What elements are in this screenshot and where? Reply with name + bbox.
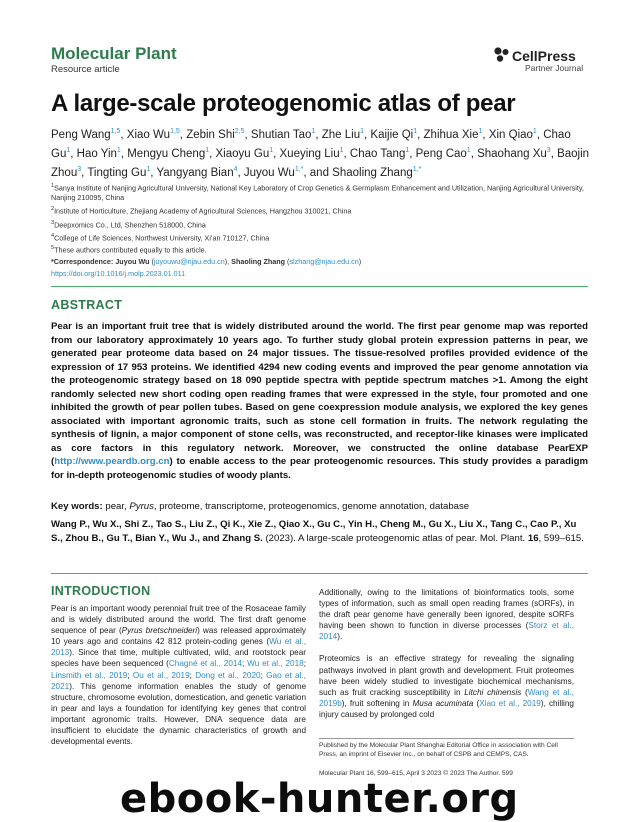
divider — [319, 738, 574, 739]
reference-link[interactable]: Wu et al., 2013 — [51, 637, 307, 658]
author-affiliation-sup: 1 — [205, 147, 210, 155]
citation-volume: 16 — [527, 532, 539, 544]
species-name: Musa acuminata — [412, 698, 474, 708]
author-affiliation-sup: 1 — [413, 128, 418, 135]
abstract-body — [51, 320, 588, 482]
intro-column-2 — [319, 587, 574, 720]
intro-text: ). Since that time, multiple cultivated, wild, and rootstock pear species have been sequenced ( — [51, 648, 306, 669]
correspondence-name-1: Juyou Wu — [115, 257, 150, 266]
page-footer: Molecular Plant 16, 599–615, April 3 2023 © 2023 The Author. 599 — [319, 770, 513, 777]
cellpress-logo — [493, 46, 584, 73]
doi-link[interactable]: https://doi.org/10.1016/j.molp.2023.01.011 — [51, 269, 186, 278]
intro-text: ). — [337, 632, 343, 642]
abstract-text-end: ) to enable access to the pear proteogenomic resources. This study provides a paradigm for in-depth proteogenomic studies of woody plants. — [51, 456, 588, 481]
email-link-1[interactable]: juyouwu@njau.edu.cn — [153, 257, 225, 266]
database-link[interactable]: http://www.peardb.org.cn — [54, 456, 170, 467]
citation — [51, 518, 588, 545]
intro-text: ), fruit softening in — [341, 698, 413, 708]
intro-text: ). This genome information enables the study of genome structure, chromosome evolution, domestication, and genetic variation in pear and lays a foundation for identifying key genes that control important agronomic traits. However, DNA sequence data are insufficient to elucidate the dynamic characteristics of growth and developmental events. — [51, 681, 306, 747]
correspondence-label: *Correspondence: — [51, 257, 114, 266]
affiliation-text: College of Life Sciences, Northwest University, Xi’an 710127, China — [54, 233, 270, 243]
affiliation-text: Deepxomics Co., Ltd, Shenzhen 518000, China — [54, 220, 206, 230]
reference-link[interactable]: Wang et al., 2019b — [319, 687, 574, 708]
keywords-before: pear, — [105, 501, 127, 512]
reference-link[interactable]: Xiao et al., 2019 — [479, 698, 541, 708]
reference-link[interactable]: Chagné et al., 2014 — [168, 659, 243, 669]
author-name: Hao Yin — [76, 148, 117, 161]
intro-text: Additionally, owing to the limitations of bioinformatics tools, some types of information, such as small open reading frames (sORFs), in the draft pear genome have generally been ignored, despite sORFs having been shown to function in diverse processes ( — [319, 588, 574, 631]
keywords-after: , proteome, transcriptome, proteogenomics, genome annotation, database — [153, 501, 470, 512]
citation-pages: , 599–615. — [538, 532, 584, 544]
abstract-text: Pear is an important fruit tree that is widely distributed around the world. The first pear genome map was reported from our laboratory approximately 10 years ago. To further study global protein expression patterns in pear, we generated pear proteome data based on 24 major tissues. The tissue-resolved profiles provided evidence of the expression of 17 953 proteins. We identified 4294 new coding events and improved the pear genome annotation via the proteogenomic strategy based on 18 090 peptide spectra with peptide spectrum matches >1. Among the eight randomly selected new short coding open reading frames that were expressed in the style, four promoted and one inhibited the growth of pear pollen tubes. Based on gene coexpression module analysis, we explored the key genes associated with important agronomic traits, such as stone cell formation in fruits. The network regulating the synthesis of lignin, a major component of stone cells, was reconstructed, and receptor-like kinases were implicated as core factors in this regulatory network. Moreover, we constructed the online database PearEXP ( — [51, 321, 588, 467]
logo-subtitle: Partner Journal — [525, 63, 584, 73]
affiliation-text: Institute of Horticulture, Zhejiang Academy of Agricultural Sciences, Hangzhou 310021, China — [54, 206, 352, 216]
author-affiliation-sup: 3 — [546, 147, 551, 155]
reference-link[interactable]: Ou et al., 2019 — [132, 670, 190, 680]
author-name: Shaoling Zhang — [332, 167, 413, 180]
intro-text: ; — [303, 659, 307, 669]
author-affiliation-sup: 1 — [532, 128, 537, 135]
author-name: Zhe Liu — [321, 128, 361, 141]
author-affiliation-sup: 1 — [360, 128, 365, 135]
logo-name: CellPress — [512, 48, 576, 64]
affiliation-3 — [51, 219, 591, 230]
author-name: Baojin Zhou — [51, 148, 590, 180]
author-affiliation-sup: 1 — [466, 147, 471, 155]
author-name: Mengyu Cheng — [127, 148, 206, 161]
author-affiliation-sup: 3 — [77, 166, 82, 174]
article-type: Resource article — [51, 64, 120, 75]
author-name: Kaijie Qi — [370, 128, 414, 141]
author-name: Xueying Liu — [279, 148, 340, 161]
author-name: Zhihua Xie — [423, 128, 479, 141]
author-name: Zebin Shi — [186, 128, 235, 141]
intro-paragraph-2 — [319, 653, 574, 720]
article-title: A large-scale proteogenomic atlas of pear — [51, 90, 516, 117]
intro-text: ; — [189, 670, 196, 680]
citation-authors: Wang P., Wu X., Shi Z., Tao S., Liu Z., Qi K., Xie Z., Qiao X., Gu C., Yin H., Cheng M., Gu X., Liu X., Tang C., Cao P., Xu S., Zhou B., Gu T., Bian Y., Wu J., and Zhang S. — [51, 519, 577, 544]
author-name: Shaohang Xu — [477, 148, 547, 161]
keywords-italic: Pyrus — [129, 501, 154, 512]
author-affiliation-sup: 1,* — [294, 166, 304, 174]
author-list: Peng Wang$^{1,5}$, Xiao Wu$^{1,5}$, Zebin Shi$^{2,5}$, Shutian Tao$^1$, Zhe Liu$^1$, Kaijie Qi$^1$, Zhihua Xie$^1$, Xin Qiao$^1$, Chao Gu$^1$, Hao Yin$^1$, Mengyu Cheng$^1$, Xiaoyu Gu$^1$, Xueying Liu$^1$, Chao Tang$^1$, Peng Cao$^1$, Shaohang Xu$^3$, Baojin Zhou$^3$, Tingting Gu$^1$, Yangyang Bian$^4$, Juyou $Wu^{1,*}$, and Shaoling Zhang$^{1,*}$ — [51, 128, 590, 180]
author-name: Xiaoyu Gu — [215, 148, 270, 161]
author-name: Yangyang Bian — [156, 167, 234, 180]
author-affiliation-sup: 1 — [405, 147, 410, 155]
author-affiliation-sup: 1,5 — [110, 128, 121, 135]
author-affiliation-sup: 1 — [66, 147, 71, 155]
citation-rest: (2023). A large-scale proteogenomic atlas of pear. Mol. Plant. — [265, 532, 526, 544]
watermark: ebook-hunter.org — [120, 776, 519, 822]
affiliation-sup: 1 — [51, 183, 55, 189]
email-link-2[interactable]: slzhang@njau.edu.cn — [289, 257, 359, 266]
reference-link[interactable]: Storz et al., 2014 — [319, 621, 574, 642]
species-name: Pyrus bretschneideri — [121, 626, 198, 636]
keywords — [51, 501, 588, 512]
affiliation-sup: 2 — [51, 206, 55, 212]
intro-text: Proteomics is an effective strategy for revealing the signaling pathways involved in plant growth and development. Fruit proteomes have been widely studied to investigate biochemical mechanisms, such as fruit cracking susceptibility in — [319, 654, 574, 697]
introduction-heading: INTRODUCTION — [51, 584, 151, 598]
author-affiliation-sup: 1 — [146, 166, 151, 174]
intro-column-1 — [51, 603, 306, 747]
author-name: Xin Qiao — [488, 128, 533, 141]
author-affiliation-sup: 1,5 — [170, 128, 180, 135]
author-name: Chao Gu — [51, 128, 571, 161]
author-name: Xiao Wu — [126, 128, 171, 141]
correspondence-name-2: Shaoling Zhang — [231, 257, 286, 266]
author-name: Tingting Gu — [87, 167, 147, 180]
author-name: Chao Tang — [349, 148, 406, 161]
divider — [51, 573, 588, 574]
author-affiliation-sup: 4 — [233, 166, 238, 174]
intro-text: ( — [521, 687, 528, 697]
intro-text: ) was released approximately 10 years ago and contains 42 812 protein-coding genes ( — [51, 626, 306, 647]
intro-text: ; — [242, 659, 248, 669]
intro-text: ( — [473, 698, 480, 708]
author-name: Shutian Tao — [250, 128, 312, 141]
author-affiliation-sup: 1 — [116, 147, 121, 155]
intro-text: Pear is an important woody perennial fruit tree of the Rosaceae family and is widely distributed around the world. The first draft genome sequence of pear ( — [51, 604, 306, 636]
author-affiliation-sup: 1 — [269, 147, 274, 155]
author-affiliation-sup: 1 — [311, 128, 316, 135]
cellpress-icon — [493, 46, 511, 64]
intro-text: ; — [127, 670, 133, 680]
keywords-label: Key words: — [51, 501, 103, 512]
author-affiliation-sup: 1,* — [412, 166, 422, 174]
affiliation-5 — [51, 244, 591, 255]
reference-link[interactable]: Linsmith et al., 2019 — [51, 670, 128, 680]
intro-text: ; — [260, 670, 267, 680]
author-affiliation-sup: 1 — [478, 128, 483, 135]
affiliation-1 — [51, 182, 591, 202]
affiliation-text: These authors contributed equally to this article. — [54, 245, 207, 255]
abstract-heading: ABSTRACT — [51, 298, 123, 312]
affiliation-text: Sanya Institute of Nanjing Agricultural University, National Key Laboratory of Crop Genetics & Germplasm Enhancement and Utilization, Nanjing Agricultural University, Nanjing 210095, China — [51, 183, 584, 202]
intro-paragraph-1 — [319, 587, 574, 642]
author-name: Peng Wang — [51, 128, 111, 141]
reference-link[interactable]: Gao et al., 2021 — [51, 670, 306, 691]
intro-text: ), chilling injury caused by prolonged cold — [319, 698, 574, 719]
author-name: Peng Cao — [415, 148, 467, 161]
author-affiliation-sup: 1 — [339, 147, 344, 155]
journal-name: Molecular Plant — [51, 44, 177, 63]
reference-link[interactable]: Dong et al., 2020 — [195, 670, 261, 680]
author-name: Juyou Wu — [243, 167, 295, 180]
species-name: Litchi chinensis — [464, 687, 522, 697]
affiliation-4 — [51, 232, 591, 243]
author-affiliation-sup: 2,5 — [234, 128, 245, 135]
affiliation-2 — [51, 205, 591, 216]
reference-link[interactable]: Wu et al., 2018 — [247, 659, 304, 669]
affiliation-sup: 5 — [51, 245, 55, 251]
divider — [51, 286, 588, 287]
affiliation-sup: 3 — [51, 220, 55, 226]
affiliation-sup: 4 — [51, 233, 55, 239]
correspondence: *Correspondence: Juyou Wu (juyouwu@njau.edu.cn), Shaoling Zhang (slzhang@njau.edu.cn) — [51, 257, 362, 266]
publisher-note: Published by the Molecular Plant Shanghai Editorial Office in association with Cell Press, an imprint of Elsevier Inc., on behalf of CSPB and CEMPS, CAS. — [319, 742, 558, 758]
